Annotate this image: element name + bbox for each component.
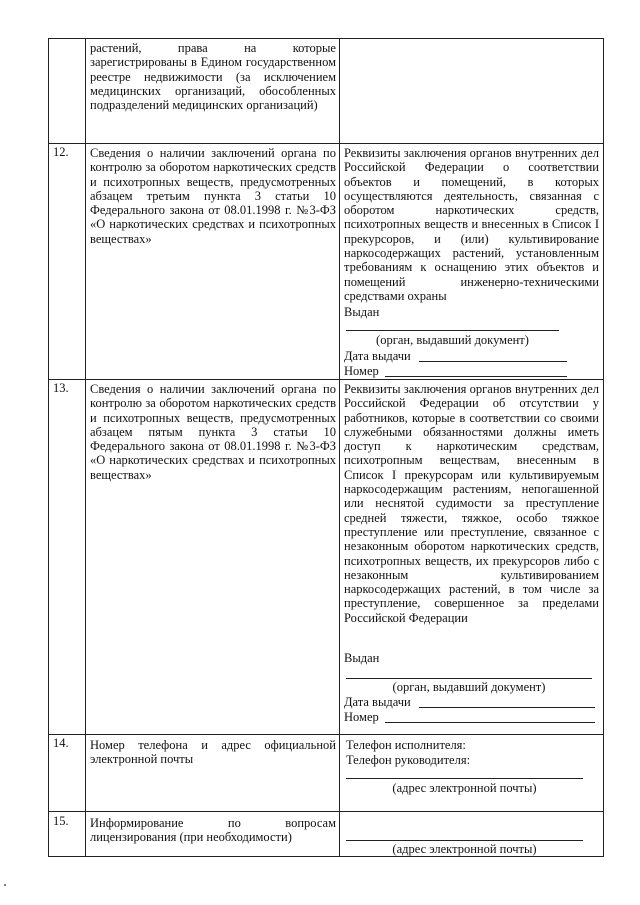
row-15-number: 15.: [53, 814, 69, 828]
row-14-phone-executor: Телефон исполнителя:: [346, 738, 466, 752]
row-12-issued-label: Выдан: [344, 305, 380, 319]
scan-speck: [4, 884, 6, 886]
form-table: [48, 38, 604, 857]
row-13-issuer-line[interactable]: [346, 678, 592, 679]
row-12-date-line[interactable]: [419, 361, 567, 362]
row-12-number-line[interactable]: [385, 376, 567, 377]
row-13-date-line[interactable]: [419, 707, 595, 708]
row-14-phone-head: Телефон руководителя:: [346, 753, 471, 767]
row-14-email-caption: (адрес электронной почты): [392, 781, 537, 795]
row-13-date-label: Дата выдачи: [344, 695, 411, 709]
row-divider-12: [49, 143, 603, 144]
row-12-number: 12.: [53, 145, 69, 159]
row-12-issuer-line[interactable]: [346, 330, 559, 331]
row-13-number: 13.: [53, 381, 69, 395]
row-12-left-text: Сведения о наличии заключений органа по контролю за оборотом наркотических средств и психотропных веществ, предусмотренных абзацем третьим пункта 3 статьи 10 Федерального закона от 08.01.1998 г. №3-ФЗ «О наркотических средствах и психотропных веществах»: [90, 146, 336, 246]
row-divider-14: [49, 734, 603, 735]
row-13-right-text: Реквизиты заключения органов внутренних дел Российской Федерации об отсутствии у работников, которые в соответствии со своими служебными обязанностями должны иметь доступ к наркотическим средствам, психотропным веществам, внесенным в Список I прекурсорам или культивируемым наркосодержащим растениям, непогашенной или неснятой судимости за преступление средней тяжести, тяжкое, особо тяжкое преступление или преступление, связанное с незаконным оборотом наркотических средств, психотропных веществ, их прекурсоров либо с незаконным культивированием наркосодержащих растений, в том числе за преступление, совершенное за пределами Российской Федерации: [344, 382, 599, 625]
row-12-number-label: Номер: [344, 364, 379, 378]
row-13-issuer-caption: (орган, выдавший документ): [392, 680, 546, 694]
row-12-issuer-caption: (орган, выдавший документ): [376, 333, 529, 347]
row-13-number-line[interactable]: [385, 722, 595, 723]
row-14-email-line[interactable]: [346, 778, 583, 779]
row-15-email-caption: (адрес электронной почты): [392, 842, 537, 856]
row-15-left-text: Информирование по вопросам лицензирования (при необходимости): [90, 816, 336, 845]
row-13-issued-label: Выдан: [344, 651, 380, 665]
row-divider-15: [49, 811, 603, 812]
row-13-number-label: Номер: [344, 710, 379, 724]
row-12-right-text: Реквизиты заключения органов внутренних дел Российской Федерации о соответствии объектов и помещений, в которых осуществляются деятельность, связанная с оборотом наркотических средств, психотропных веществ и внесенных в Список I прекурсоров, и (или) культивирование наркосодержащих растений, установленным требованиям к оснащению этих объектов и помещений инженерно-техническими средствами охраны: [344, 146, 599, 303]
row-15-email-line[interactable]: [346, 840, 583, 841]
row-13-left-text: Сведения о наличии заключений органа по контролю за оборотом наркотических средств и психотропных веществ, предусмотренных абзацем пятым пункта 3 статьи 10 Федерального закона от 08.01.1998 г. №3-ФЗ «О наркотических средствах и психотропных веществах»: [90, 382, 336, 482]
row-14-number: 14.: [53, 736, 69, 750]
row-divider-13: [49, 379, 603, 380]
row-14-left-text: Номер телефона и адрес официальной электронной почты: [90, 738, 336, 767]
row-12-date-label: Дата выдачи: [344, 349, 411, 363]
prev-row-left-text: растений, права на которые зарегистрированы в Едином государственном реестре недвижимости (за исключением медицинских организаций, обособленных подразделений медицинских организаций): [90, 41, 336, 113]
